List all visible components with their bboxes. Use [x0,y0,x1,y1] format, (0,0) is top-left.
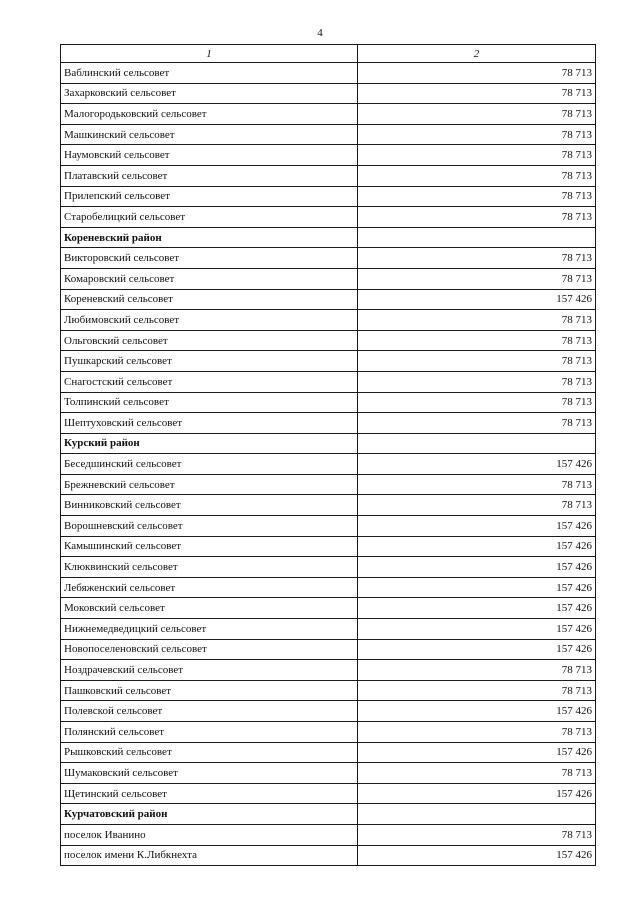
amount-value: 157 426 [358,639,596,660]
table-row [61,330,596,351]
municipality-name: Снагостский сельсовет [61,371,358,392]
municipality-name: Ольговский сельсовет [61,330,358,351]
municipality-name: Наумовский сельсовет [61,145,358,166]
municipality-name: Шептуховский сельсовет [61,413,358,434]
table-row [61,680,596,701]
municipality-name: Викторовский сельсовет [61,248,358,269]
amount-value: 78 713 [358,124,596,145]
table-row [61,351,596,372]
amount-value: 78 713 [358,824,596,845]
table-row [61,454,596,475]
amount-value: 157 426 [358,701,596,722]
table-row [61,845,596,866]
table-row [61,824,596,845]
amount-value: 78 713 [358,351,596,372]
municipality-name: Винниковский сельсовет [61,495,358,516]
municipality-name: Захарковский сельсовет [61,83,358,104]
municipality-name: Прилепский сельсовет [61,186,358,207]
municipality-name: Малогородьковский сельсовет [61,104,358,125]
table-row [61,248,596,269]
amount-value: 78 713 [358,392,596,413]
municipality-name: Полевской сельсовет [61,701,358,722]
amount-value: 78 713 [358,83,596,104]
amount-value: 78 713 [358,63,596,84]
municipality-name: Шумаковский сельсовет [61,763,358,784]
district-row [61,433,596,454]
table-row [61,145,596,166]
district-row [61,804,596,825]
municipality-name: Брежневский сельсовет [61,474,358,495]
municipality-name: поселок Иванино [61,824,358,845]
table-row [61,660,596,681]
table-row [61,619,596,640]
table-row [61,516,596,537]
amount-value: 78 713 [358,310,596,331]
municipality-name: Кореневский сельсовет [61,289,358,310]
table-row [61,474,596,495]
amount-value: 157 426 [358,536,596,557]
amount-value: 157 426 [358,845,596,866]
table-row [61,413,596,434]
amount-value: 78 713 [358,330,596,351]
amount-value [358,804,596,825]
table-row [61,310,596,331]
table-row [61,763,596,784]
table-body [61,63,596,866]
amount-value: 78 713 [358,763,596,784]
municipality-name: Камышинский сельсовет [61,536,358,557]
page-number: 4 [317,27,323,39]
table-row [61,639,596,660]
table-row [61,83,596,104]
table-row [61,495,596,516]
table-row [61,742,596,763]
amount-value: 157 426 [358,289,596,310]
municipality-name: Полянский сельсовет [61,722,358,743]
table-row [61,392,596,413]
table-row [61,598,596,619]
municipality-name: Старобелицкий сельсовет [61,207,358,228]
district-row [61,227,596,248]
municipality-name: Ноздрачевский сельсовет [61,660,358,681]
municipality-name: Щетинский сельсовет [61,783,358,804]
municipality-name: Любимовский сельсовет [61,310,358,331]
municipality-name: Ворошневский сельсовет [61,516,358,537]
table-row [61,371,596,392]
amount-value: 78 713 [358,104,596,125]
table-row [61,186,596,207]
municipality-name: Толпинский сельсовет [61,392,358,413]
municipality-name: Комаровский сельсовет [61,268,358,289]
table-row [61,63,596,84]
amount-value: 78 713 [358,268,596,289]
amount-value: 78 713 [358,145,596,166]
table-row [61,165,596,186]
amount-value: 78 713 [358,165,596,186]
table-header-row [61,45,596,63]
table-header [61,45,596,63]
amount-value: 78 713 [358,722,596,743]
district-name: Курский район [61,433,358,454]
table-row [61,104,596,125]
amount-value: 157 426 [358,598,596,619]
table-row [61,722,596,743]
amount-value: 78 713 [358,474,596,495]
municipality-name: Рышковский сельсовет [61,742,358,763]
table-row [61,557,596,578]
municipality-name: Пашковский сельсовет [61,680,358,701]
allocation-table [60,44,596,866]
municipality-name: Беседшинский сельсовет [61,454,358,475]
district-name: Кореневский район [61,227,358,248]
table-row [61,289,596,310]
table-row [61,207,596,228]
table-row [61,124,596,145]
municipality-name: Моковский сельсовет [61,598,358,619]
amount-value: 78 713 [358,186,596,207]
municipality-name: Пушкарский сельсовет [61,351,358,372]
amount-value: 157 426 [358,783,596,804]
amount-value: 78 713 [358,413,596,434]
amount-value: 157 426 [358,516,596,537]
municipality-name: Нижнемедведицкий сельсовет [61,619,358,640]
amount-value: 157 426 [358,557,596,578]
district-name: Курчатовский район [61,804,358,825]
municipality-name: Новопоселеновский сельсовет [61,639,358,660]
amount-value: 157 426 [358,619,596,640]
table-row [61,536,596,557]
table-row [61,701,596,722]
municipality-name: Лебяженский сельсовет [61,577,358,598]
municipality-name: Машкинский сельсовет [61,124,358,145]
amount-value: 78 713 [358,660,596,681]
amount-value [358,433,596,454]
amount-value [358,227,596,248]
table-row [61,268,596,289]
amount-value: 157 426 [358,454,596,475]
amount-value: 157 426 [358,742,596,763]
amount-value: 78 713 [358,248,596,269]
column-header-2: 2 [358,45,596,63]
amount-value: 157 426 [358,577,596,598]
municipality-name: Ваблинский сельсовет [61,63,358,84]
amount-value: 78 713 [358,371,596,392]
column-header-1: 1 [61,45,358,63]
municipality-name: Платавский сельсовет [61,165,358,186]
municipality-name: Клюквинский сельсовет [61,557,358,578]
amount-value: 78 713 [358,680,596,701]
table-row [61,577,596,598]
amount-value: 78 713 [358,207,596,228]
amount-value: 78 713 [358,495,596,516]
municipality-name: поселок имени К.Либкнехта [61,845,358,866]
table-row [61,783,596,804]
